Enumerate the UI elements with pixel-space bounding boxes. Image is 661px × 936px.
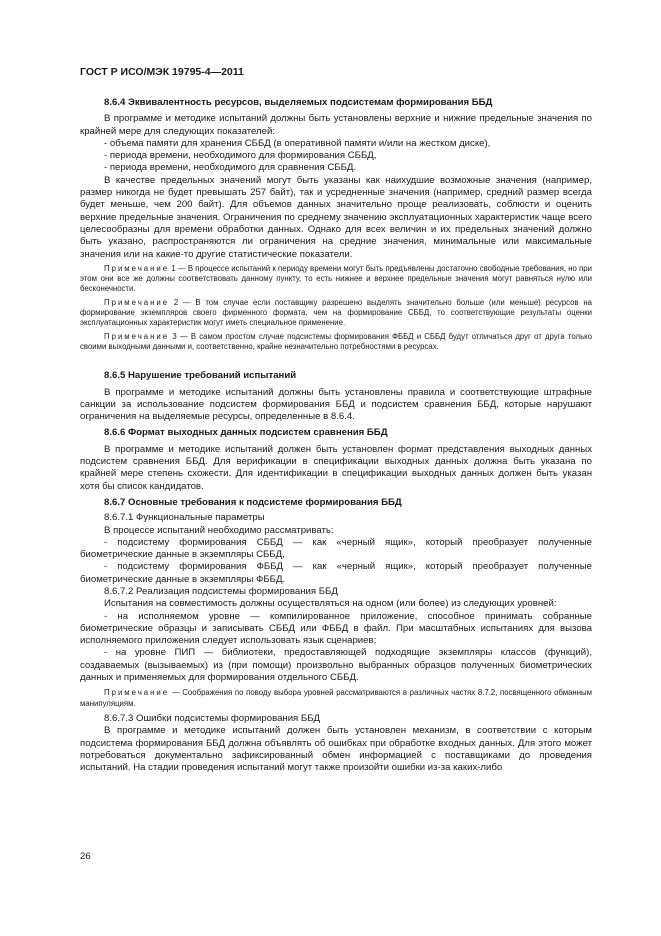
section-heading-8-6-5: 8.6.5 Нарушение требований испытаний [104, 370, 297, 382]
list-item: - на уровне ПИП — библиотеки, предоставляющей подходящие экземпляры классов (функций), создаваемых (вызываемых) из (при помощи) произвольно выбранных образцов полученных биометрических данных и применяемых для формирования отдельного СББД. [80, 647, 592, 684]
note-label: Примечание [104, 331, 170, 341]
note-text: 3 — В самом простом случае подсистемы формирования ФББД и СББД будут отличаться друг от друга только своими выходными данными и, соответственно, крайне незначительно потребностями в ресурсах. [80, 331, 592, 351]
section-heading-8-6-7: 8.6.7 Основные требования к подсистеме формирования ББД [104, 496, 402, 508]
note [80, 264, 592, 295]
subsection-heading: 8.6.7.2 Реализация подсистемы формирования ББД [104, 585, 338, 597]
paragraph: В программе и методике испытаний должны быть установлены верхние и нижние предельные значения по крайней мере для следующих показателей: [80, 113, 592, 137]
list-item: - периода времени, необходимого для сравнения СББД. [104, 162, 357, 174]
note-text: 1 — В процессе испытаний к периоду времени могут быть предъявлены достаточно свободные требования, но при этом они все же должны соответствовать данному пункту, то есть нижнее и верхнее предельные значения могут равняться нулю или бесконечности. [80, 263, 592, 294]
section-heading-8-6-6: 8.6.6 Формат выходных данных подсистем сравнения ББД [104, 427, 388, 439]
paragraph: В программе и методике испытаний должен быть установлен механизм, в соответствии с которым подсистема формирования ББД должна объявлять об ошибках при обработке входных данных. Для этого может потребоваться документально зафиксированный обмен информацией с поставщиками до проведения испытаний. На стадии проведения испытаний могут также произойти ошибки из-за каких-либо [80, 725, 592, 774]
paragraph: Испытания на совместимость должны осуществляться на одном (или более) из следующих уровней: [104, 598, 557, 610]
note [80, 332, 592, 353]
paragraph: В программе и методике испытаний должен быть установлен формат представления выходных данных подсистем сравнения ББД. Для верификации в спецификации выходных данных должна быть указана по крайней мере степень схожести. Для идентификации в спецификации выходных данных должен быть указан хотя бы список кандидатов. [80, 443, 592, 492]
subsection-heading: 8.6.7.1 Функциональные параметры [104, 512, 265, 524]
note-label: Примечание [104, 688, 170, 698]
note-label: Примечание [104, 297, 170, 307]
page-number: 26 [80, 851, 91, 862]
list-item: - периода времени, необходимого для формирования СББД, [104, 150, 377, 162]
note [80, 298, 592, 329]
note-text: — Соображения по поводу выбора уровней рассматриваются в различных частях 8.7.2, посвященного обманным манипуляциям. [80, 688, 592, 708]
list-item: - на исполняемом уровне — компилированное приложение, способное принимать собранные биометрические образцы и записывать СББД или ФББД в файл. При масштабных испытаниях для вызова исполняемого приложения следует использовать язык сценариев; [80, 610, 592, 647]
list-item: - подсистему формирования СББД — как «черный ящик», который преобразует полученные биометрические данные в экземпляры СББД, [80, 536, 592, 561]
paragraph: В процессе испытаний необходимо рассматривать: [104, 524, 334, 536]
note-text: 2 — В том случае если поставщику разрешено выделять значительно больше (или меньше) ресурсов на формирование экземпляров своего фирменного формата, чем на формирование СББД, то соответствующие результаты оценки эксплуатационных характеристик могут иметь специальное применение. [80, 297, 592, 328]
section-heading-8-6-4: 8.6.4 Эквивалентность ресурсов, выделяемых подсистемам формирования ББД [104, 97, 493, 108]
paragraph: В программе и методике испытаний должны быть установлены правила и соответствующие штрафные санкции за использование подсистем формирования ББД и подсистем сравнения ББД, которые нарушают ограничения на выделяемые ресурсы, определенные в 8.6.4. [80, 386, 592, 423]
list-item: - подсистему формирования ФББД — как «черный ящик», который преобразует полученные биометрические данные в экземпляры ФББД. [80, 561, 592, 585]
list-item: - объема памяти для хранения СББД (в оперативной памяти и/или на жестком диске), [104, 137, 491, 149]
note [80, 688, 592, 709]
document-body [80, 97, 592, 774]
paragraph: В качестве предельных значений могут быть указаны как наихудшие возможные значения (например, размер никогда не будет превышать 257 байт), так и усредненные значения (например, средний размер всегда будет меньше, чем 200 байт). Для объемов данных значительно проще реализовать, соблюсти и оценить верхние предельные значения. Ограничения по среднему значению эксплуатационных характеристик чаще всего целесообразны для времени обработки данных. Однако для всех величин и их предельных значений должно быть указано, распространяются ли ограничения на средние значения, минимальные или максимальные значения или на какие-то другие статистические показатели. [80, 174, 592, 260]
subsection-heading: 8.6.7.3 Ошибки подсистемы формирования ББД [104, 712, 321, 724]
document-header: ГОСТ Р ИСО/МЭК 19795-4—2011 [80, 66, 244, 78]
note-label: Примечание [104, 263, 170, 273]
